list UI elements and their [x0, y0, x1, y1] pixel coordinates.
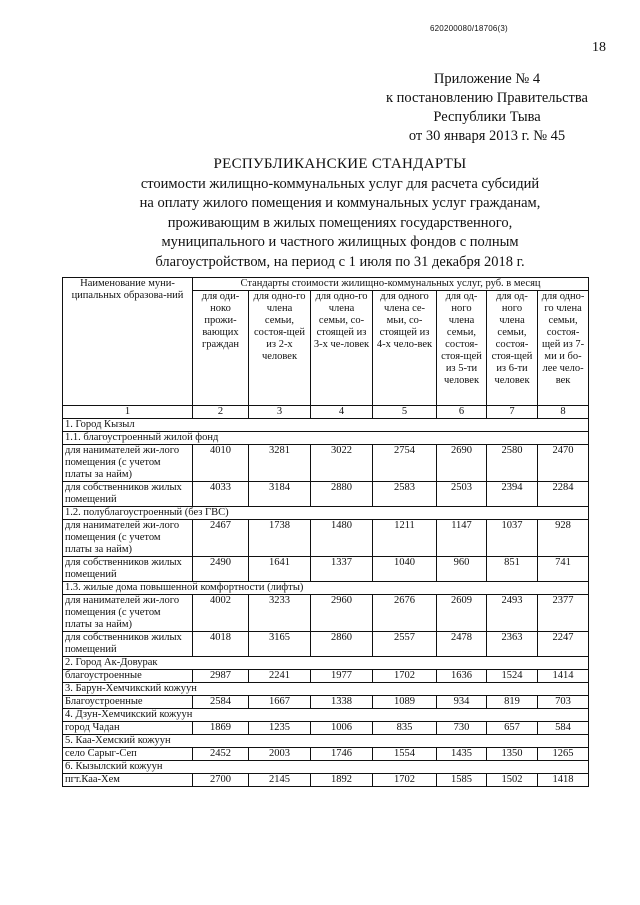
value-cell: 1350	[487, 748, 538, 761]
row-label: для нанимателей жи-лого помещения (с учетом платы за найм)	[63, 595, 193, 632]
section-label: 1.2. полублагоустроенный (без ГВС)	[63, 507, 589, 520]
value-cell: 4018	[193, 632, 249, 657]
value-cell: 2478	[437, 632, 487, 657]
value-cell: 657	[487, 722, 538, 735]
value-cell: 1524	[487, 670, 538, 683]
row-label: город Чадан	[63, 722, 193, 735]
section-row	[63, 657, 589, 670]
value-cell: 3281	[249, 445, 311, 482]
value-cell: 2003	[249, 748, 311, 761]
appendix-line: Приложение № 4	[433, 71, 541, 87]
header-municipality: Наименование муни-ципальных образова-ний	[63, 278, 193, 406]
value-cell: 1265	[538, 748, 589, 761]
section-row	[63, 432, 589, 445]
value-cell: 1037	[487, 520, 538, 557]
section-label: 5. Каа-Хемский кожуун	[63, 735, 589, 748]
value-cell: 1585	[437, 774, 487, 787]
row-label: пгт.Каа-Хем	[63, 774, 193, 787]
column-number-row	[63, 406, 589, 419]
row-label: Благоустроенные	[63, 696, 193, 709]
subheader-5-persons: для од-ного члена семьи, состоя-стоя-щей из 5-ти человек	[437, 291, 487, 406]
row-label: для собственников жилых помещений	[63, 632, 193, 657]
standards-table	[62, 277, 589, 787]
value-cell: 2584	[193, 696, 249, 709]
value-cell: 2503	[437, 482, 487, 507]
value-cell: 2676	[373, 595, 437, 632]
value-cell: 1702	[373, 774, 437, 787]
column-number: 5	[373, 406, 437, 419]
value-cell: 2377	[538, 595, 589, 632]
title-main: РЕСПУБЛИКАНСКИЕ СТАНДАРТЫ	[213, 156, 467, 172]
value-cell: 960	[437, 557, 487, 582]
value-cell: 1480	[311, 520, 373, 557]
column-number: 7	[487, 406, 538, 419]
column-number: 3	[249, 406, 311, 419]
value-cell: 741	[538, 557, 589, 582]
value-cell: 934	[437, 696, 487, 709]
value-cell: 835	[373, 722, 437, 735]
value-cell: 3233	[249, 595, 311, 632]
value-cell: 2470	[538, 445, 589, 482]
value-cell: 2960	[311, 595, 373, 632]
subheader-3-persons: для одно-го члена семьи, со-стоящей из 3-х че-ловек	[311, 291, 373, 406]
column-number: 4	[311, 406, 373, 419]
title-line: благоустройством, на период с 1 июля по 31 декабря 2018 г.	[155, 253, 525, 270]
value-cell: 4002	[193, 595, 249, 632]
value-cell: 1235	[249, 722, 311, 735]
table-row	[63, 774, 589, 787]
value-cell: 1738	[249, 520, 311, 557]
subheader-7-persons: для одно-го члена семьи, состоя-щей из 7-ми и бо-лее чело-век	[538, 291, 589, 406]
value-cell: 851	[487, 557, 538, 582]
value-cell: 1089	[373, 696, 437, 709]
document-title	[70, 155, 610, 272]
column-number: 8	[538, 406, 589, 419]
value-cell: 1337	[311, 557, 373, 582]
appendix-reference	[360, 70, 614, 146]
table-row	[63, 632, 589, 657]
row-label: для собственников жилых помещений	[63, 557, 193, 582]
value-cell: 1418	[538, 774, 589, 787]
section-row	[63, 582, 589, 595]
row-label: благоустроенные	[63, 670, 193, 683]
value-cell: 730	[437, 722, 487, 735]
column-number: 2	[193, 406, 249, 419]
value-cell: 1869	[193, 722, 249, 735]
section-label: 4. Дзун-Хемчикский кожуун	[63, 709, 589, 722]
subheader-6-persons: для од-ного члена семьи, состоя-стоя-щей из 6-ти человек	[487, 291, 538, 406]
value-cell: 1414	[538, 670, 589, 683]
header-standards-group: Стандарты стоимости жилищно-коммунальных услуг, руб. в месяц	[193, 278, 589, 291]
appendix-line: к постановлению Правительства	[386, 90, 588, 106]
value-cell: 2145	[249, 774, 311, 787]
subheader-2-persons: для одно-го члена семьи, состоя-щей из 2-х человек	[249, 291, 311, 406]
title-line: муниципального и частного жилищных фондов с полным	[161, 234, 519, 250]
row-label: село Сарыг-Сеп	[63, 748, 193, 761]
value-cell: 1147	[437, 520, 487, 557]
section-row	[63, 709, 589, 722]
section-row	[63, 419, 589, 432]
table-row	[63, 482, 589, 507]
value-cell: 2241	[249, 670, 311, 683]
title-line: на оплату жилого помещения и коммунальных услуг гражданам,	[139, 195, 541, 211]
appendix-line: от 30 января 2013 г. № 45	[408, 128, 566, 144]
value-cell: 2580	[487, 445, 538, 482]
appendix-line: Республики Тыва	[433, 109, 541, 125]
value-cell: 1435	[437, 748, 487, 761]
value-cell: 2247	[538, 632, 589, 657]
value-cell: 819	[487, 696, 538, 709]
table-row	[63, 595, 589, 632]
value-cell: 1892	[311, 774, 373, 787]
table-row	[63, 696, 589, 709]
value-cell: 2880	[311, 482, 373, 507]
value-cell: 1211	[373, 520, 437, 557]
title-line: стоимости жилищно-коммунальных услуг для расчета субсидий	[140, 175, 540, 192]
value-cell: 2583	[373, 482, 437, 507]
table-body	[63, 419, 589, 787]
column-number: 1	[63, 406, 193, 419]
subheader-4-persons: для одного члена се-мьи, со-стоящей из 4-х чело-век	[373, 291, 437, 406]
row-label: для собственников жилых помещений	[63, 482, 193, 507]
value-cell: 2860	[311, 632, 373, 657]
value-cell: 1746	[311, 748, 373, 761]
section-label: 1. Город Кызыл	[63, 419, 589, 432]
section-row	[63, 735, 589, 748]
document-id: 620200080/18706(3)	[430, 24, 508, 33]
value-cell: 3184	[249, 482, 311, 507]
value-cell: 2690	[437, 445, 487, 482]
value-cell: 1502	[487, 774, 538, 787]
table-row	[63, 520, 589, 557]
value-cell: 1702	[373, 670, 437, 683]
section-label: 6. Кызылский кожуун	[63, 761, 589, 774]
value-cell: 1977	[311, 670, 373, 683]
value-cell: 584	[538, 722, 589, 735]
table-row	[63, 557, 589, 582]
table-row	[63, 748, 589, 761]
value-cell: 4033	[193, 482, 249, 507]
value-cell: 928	[538, 520, 589, 557]
row-label: для нанимателей жи-лого помещения (с учетом платы за найм)	[63, 445, 193, 482]
value-cell: 2609	[437, 595, 487, 632]
title-line: проживающим в жилых помещениях государственного,	[167, 214, 513, 231]
value-cell: 3165	[249, 632, 311, 657]
value-cell: 1040	[373, 557, 437, 582]
table-row	[63, 670, 589, 683]
page-number: 18	[592, 40, 606, 55]
section-row	[63, 683, 589, 696]
value-cell: 4010	[193, 445, 249, 482]
subheader-1-person: для оди-ноко прожи-вающих граждан	[193, 291, 249, 406]
value-cell: 1338	[311, 696, 373, 709]
value-cell: 1554	[373, 748, 437, 761]
value-cell: 2493	[487, 595, 538, 632]
value-cell: 3022	[311, 445, 373, 482]
value-cell: 2754	[373, 445, 437, 482]
table-row	[63, 445, 589, 482]
row-label: для нанимателей жи-лого помещения (с учетом платы за найм)	[63, 520, 193, 557]
value-cell: 2394	[487, 482, 538, 507]
value-cell: 1636	[437, 670, 487, 683]
value-cell: 2987	[193, 670, 249, 683]
section-label: 2. Город Ак-Довурак	[63, 657, 589, 670]
value-cell: 703	[538, 696, 589, 709]
section-label: 3. Барун-Хемчикский кожуун	[63, 683, 589, 696]
table-row	[63, 722, 589, 735]
section-label: 1.1. благоустроенный жилой фонд	[63, 432, 589, 445]
value-cell: 2363	[487, 632, 538, 657]
value-cell: 2700	[193, 774, 249, 787]
value-cell: 2452	[193, 748, 249, 761]
value-cell: 1667	[249, 696, 311, 709]
value-cell: 2557	[373, 632, 437, 657]
value-cell: 2490	[193, 557, 249, 582]
section-label: 1.3. жилые дома повышенной комфортности (лифты)	[63, 582, 589, 595]
column-number: 6	[437, 406, 487, 419]
value-cell: 1641	[249, 557, 311, 582]
section-row	[63, 761, 589, 774]
value-cell: 2284	[538, 482, 589, 507]
section-row	[63, 507, 589, 520]
value-cell: 2467	[193, 520, 249, 557]
value-cell: 1006	[311, 722, 373, 735]
